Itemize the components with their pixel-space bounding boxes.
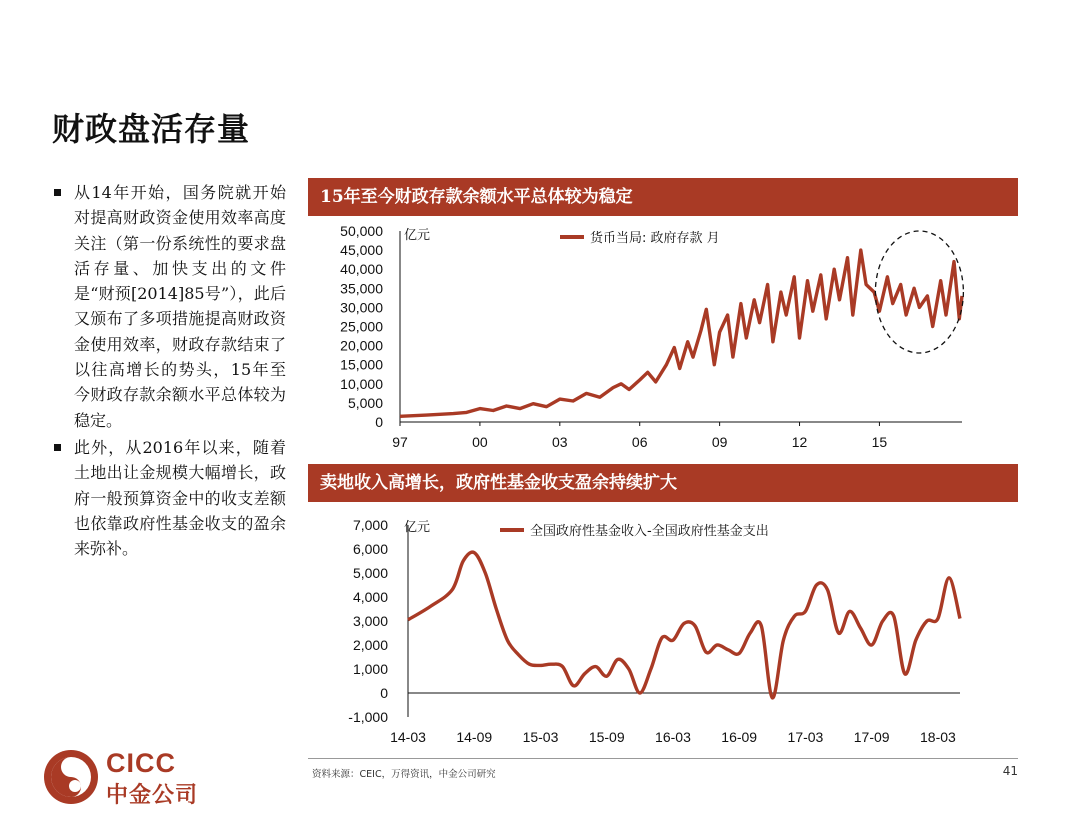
- logo-text-en: CICC: [106, 748, 176, 778]
- x-tick-label: 15-09: [588, 729, 625, 745]
- y-tick-label: 6,000: [352, 541, 388, 557]
- y-tick-label: 25,000: [340, 318, 383, 335]
- x-tick-label: 16-09: [721, 729, 758, 745]
- y-tick-label: 40,000: [340, 261, 383, 278]
- x-tick-label: 97: [392, 434, 408, 450]
- x-tick-label: 14-09: [456, 729, 493, 745]
- legend-label: 货币当局: 政府存款 月: [590, 231, 720, 246]
- y-tick-label: 7,000: [352, 517, 388, 533]
- y-tick-label: 35,000: [340, 280, 383, 297]
- x-tick-label: 12: [791, 434, 808, 450]
- unit-label: 亿元: [404, 520, 431, 535]
- y-tick-label: 2,000: [352, 637, 388, 653]
- x-tick-label: 00: [472, 434, 488, 450]
- x-tick-label: 09: [711, 434, 728, 450]
- x-tick-label: 03: [552, 434, 568, 450]
- x-tick-label: 15: [871, 434, 888, 450]
- page-title: 财政盘活存量: [52, 110, 251, 148]
- y-tick-label: 0: [375, 414, 383, 430]
- x-tick-label: 17-03: [787, 729, 824, 745]
- x-tick-label: 16-03: [655, 729, 691, 745]
- legend-label: 全国政府性基金收入-全国政府性基金支出: [530, 524, 769, 539]
- y-tick-label: 15,000: [340, 356, 383, 373]
- chart-title: 卖地收入高增长，政府性基金收支盈余持续扩大: [308, 464, 1018, 502]
- footer-divider: [308, 758, 1018, 759]
- y-tick-label: 5,000: [347, 394, 383, 411]
- cicc-logo: [42, 748, 202, 810]
- bullet-text: 从14年开始，国务院就开始对提高财政资金使用效率高度关注（第一份系统性的要求盘活存量、加快支出的文件是“财预[2014]85号”），此后又颁布了多项措施提高财政资金使用效率，财政存款结束了以往高增长的势头，15年至今财政存款余额水平总体较为稳定。: [74, 183, 286, 430]
- y-tick-label: 10,000: [340, 375, 383, 392]
- y-tick-label: 4,000: [352, 589, 388, 605]
- x-tick-label: 17-09: [853, 729, 890, 745]
- x-tick-label: 15-03: [522, 729, 559, 745]
- y-tick-label: 50,000: [340, 223, 383, 239]
- chart-title: 15年至今财政存款余额水平总体较为稳定: [308, 178, 1018, 216]
- page-number: 41: [1002, 764, 1018, 778]
- y-tick-label: 5,000: [352, 565, 388, 581]
- cicc-emblem-icon: [42, 748, 100, 806]
- unit-label: 亿元: [404, 228, 431, 243]
- bullet-text: 此外，从2016年以来，随着土地出让金规模大幅增长，政府一般预算资金中的收支差额也依靠政府性基金收支的盈余来弥补。: [74, 437, 286, 559]
- y-tick-label: 3,000: [352, 613, 388, 629]
- series-line: [408, 552, 960, 698]
- y-tick-label: 20,000: [340, 337, 383, 354]
- x-tick-label: 06: [631, 434, 648, 450]
- source-note: 资料来源：CEIC，万得资讯，中金公司研究: [312, 769, 496, 780]
- y-tick-label: 30,000: [340, 299, 383, 316]
- logo-text-cn: 中金公司: [106, 783, 199, 808]
- y-tick-label: 45,000: [340, 242, 383, 259]
- x-tick-label: 14-03: [390, 729, 426, 745]
- x-tick-label: 18-03: [920, 729, 956, 745]
- y-tick-label: 0: [380, 685, 388, 701]
- y-tick-label: -1,000: [348, 709, 388, 725]
- y-tick-label: 1,000: [352, 661, 388, 677]
